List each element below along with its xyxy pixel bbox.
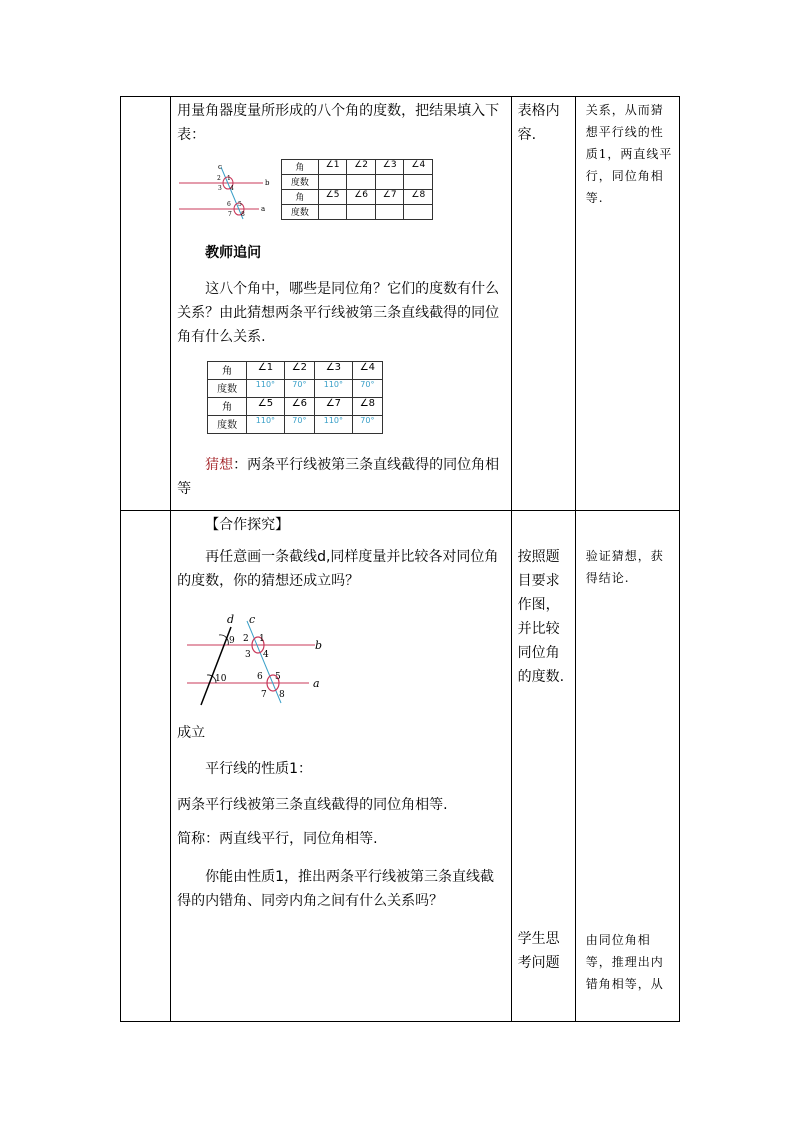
table-cell <box>375 175 404 190</box>
row2-col1-empty <box>121 511 171 1022</box>
table-cell: ∠2 <box>284 362 314 380</box>
row1-student-cell <box>511 97 575 511</box>
fig2-label-10: 10 <box>215 674 227 684</box>
table-cell: 角 <box>282 160 319 175</box>
row2-student-cell <box>511 511 575 1022</box>
table-cell: 110° <box>315 416 353 434</box>
table-cell: ∠6 <box>284 398 314 416</box>
fig1-label-3: 3 <box>218 185 222 192</box>
fig2-label-9: 9 <box>229 636 235 646</box>
table-row <box>208 362 383 380</box>
fig1-label-1: 1 <box>227 175 231 182</box>
fig2-label-c: c <box>249 613 256 626</box>
table-cell: 110° <box>315 380 353 398</box>
table-cell: 角 <box>208 362 247 380</box>
table-cell <box>347 175 376 190</box>
table-cell: ∠3 <box>315 362 353 380</box>
parallel-lines-figure-2 <box>181 609 341 709</box>
cooperative-heading: 【合作探究】 <box>205 517 290 533</box>
table-cell: ∠4 <box>404 160 433 175</box>
row2-intent-text-2: 由同位角相等，推理出内错角相等，从 <box>585 933 664 991</box>
angle-measure-table-empty <box>281 159 433 220</box>
followup-question: 你能由性质1，推出两条平行线被第三条直线截得的内错角、同旁内角之间有什么关系吗？ <box>177 869 494 909</box>
lesson-table <box>120 96 680 1022</box>
fig1-label-c: c <box>218 163 222 171</box>
table-row <box>208 398 383 416</box>
table-cell: 度数 <box>208 416 247 434</box>
fig1-label-b: b <box>265 179 270 187</box>
table-cell: 110° <box>247 380 285 398</box>
fig2-label-b: b <box>315 639 323 652</box>
fig2-label-7: 7 <box>261 690 267 700</box>
table-cell: 110° <box>247 416 285 434</box>
fig2-label-6: 6 <box>257 672 263 682</box>
table-cell: 70° <box>284 380 314 398</box>
row2-intent-cell <box>575 511 679 1022</box>
table-cell <box>404 175 433 190</box>
row1-intent-text: 关系，从而猜想平行线的性质1，两直线平行，同位角相等. <box>585 103 673 205</box>
table-cell: ∠5 <box>318 190 347 205</box>
table-cell: ∠1 <box>318 160 347 175</box>
fig1-label-2: 2 <box>217 175 221 182</box>
table-cell: ∠3 <box>375 160 404 175</box>
row1-intent-cell <box>575 97 679 511</box>
row1-student-text: 表格内容. <box>517 103 560 143</box>
teacher-question: 这八个角中，哪些是同位角？它们的度数有什么关系？由此猜想两条平行线被第三条直线截得的同位角有什么关系. <box>177 281 500 345</box>
table-row-1 <box>121 97 680 511</box>
table-row-2 <box>121 511 680 1022</box>
table-cell: ∠7 <box>375 190 404 205</box>
fig2-label-8: 8 <box>279 690 285 700</box>
table-row <box>282 190 433 205</box>
cooperative-task: 再任意画一条截线d,同样度量并比较各对同位角的度数，你的猜想还成立吗？ <box>177 549 499 589</box>
row1-content-cell <box>171 97 512 511</box>
table-cell: ∠2 <box>347 160 376 175</box>
guess-paragraph <box>177 453 505 501</box>
table-cell: 度数 <box>282 175 319 190</box>
table-cell: 70° <box>352 416 382 434</box>
table-cell: 70° <box>284 416 314 434</box>
table-row <box>282 205 433 220</box>
table-cell <box>318 205 347 220</box>
table-cell: ∠8 <box>404 190 433 205</box>
row1-col1-empty <box>121 97 171 511</box>
teacher-heading: 教师追问 <box>205 245 262 261</box>
property-text: 两条平行线被第三条直线截得的同位角相等. <box>177 797 448 813</box>
row2-intent-text-1: 验证猜想，获得结论. <box>585 549 664 585</box>
table-row <box>282 175 433 190</box>
table-cell: 角 <box>208 398 247 416</box>
fig2-label-2: 2 <box>243 634 249 644</box>
table-row <box>208 416 383 434</box>
guess-label: 猜想 <box>205 457 234 473</box>
row2-student-text-1: 按照题目要求作图，并比较同位角的度数. <box>517 549 565 685</box>
table-cell: ∠7 <box>315 398 353 416</box>
fig1-label-7: 7 <box>228 211 232 218</box>
fig2-label-4: 4 <box>263 650 269 660</box>
row2-student-text-2: 学生思考问题 <box>517 931 560 971</box>
fig1-label-6: 6 <box>227 201 231 208</box>
angle-measure-table-filled <box>207 361 383 434</box>
table-cell <box>404 205 433 220</box>
table-cell <box>318 175 347 190</box>
table-row <box>208 380 383 398</box>
fig2-label-d: d <box>227 613 235 626</box>
table-cell: 度数 <box>282 205 319 220</box>
property-title: 平行线的性质1： <box>205 761 312 777</box>
fig1-label-5: 5 <box>238 201 242 208</box>
table-cell: ∠4 <box>352 362 382 380</box>
table-row <box>282 160 433 175</box>
table-cell: ∠8 <box>352 398 382 416</box>
fig1-label-a: a <box>261 205 266 213</box>
row2-content-cell <box>171 511 512 1022</box>
table-cell: 度数 <box>208 380 247 398</box>
table-cell: ∠1 <box>247 362 285 380</box>
table-cell: 角 <box>282 190 319 205</box>
table-cell: 70° <box>352 380 382 398</box>
parallel-lines-figure-1 <box>177 161 277 221</box>
table-cell: ∠5 <box>247 398 285 416</box>
fig2-label-1: 1 <box>259 634 265 644</box>
fig1-label-4: 4 <box>230 185 234 192</box>
fig2-label-5: 5 <box>275 672 281 682</box>
answer-text: 成立 <box>177 725 206 741</box>
fig1-label-8: 8 <box>241 211 245 218</box>
guess-text: ：两条平行线被第三条直线截得的同位角相等 <box>177 457 500 497</box>
property-short-form: 简称：两直线平行，同位角相等. <box>177 831 378 847</box>
table-cell: ∠6 <box>347 190 376 205</box>
table-cell <box>347 205 376 220</box>
fig2-label-3: 3 <box>245 650 251 660</box>
table-cell <box>375 205 404 220</box>
intro-text: 用量角器度量所形成的八个角的度数，把结果填入下表： <box>177 103 500 143</box>
fig2-label-a: a <box>313 677 320 690</box>
